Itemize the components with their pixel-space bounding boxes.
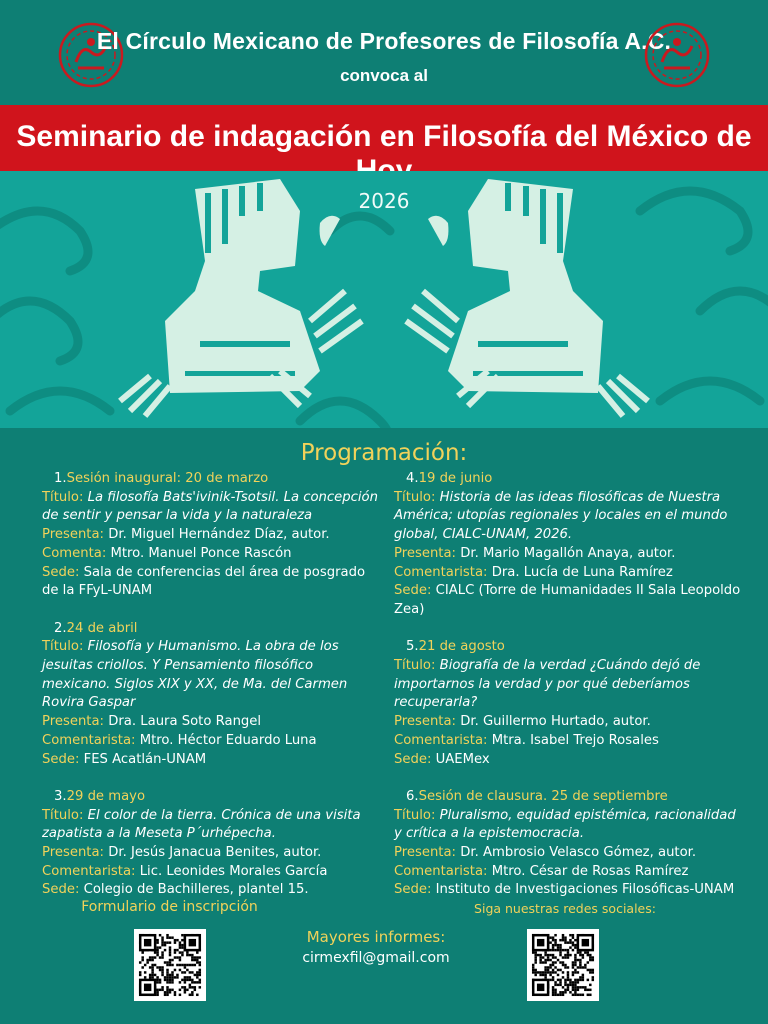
session-detail bbox=[42, 732, 382, 751]
detail-label: Sede: bbox=[42, 882, 80, 898]
detail-label: Título: bbox=[42, 639, 84, 655]
detail-value: Historia de las ideas filosóficas de Nuestra América; utopías regionales y locales en el mundo global, CIALC-UNAM, 2026. bbox=[394, 489, 728, 543]
session-date: Sesión inaugural: 20 de marzo bbox=[66, 471, 269, 486]
session-detail bbox=[394, 489, 744, 545]
detail-label: Título: bbox=[394, 489, 436, 505]
detail-label: Título: bbox=[394, 658, 436, 674]
session-detail bbox=[394, 863, 744, 882]
detail-value: Dr. Miguel Hernández Díaz, autor. bbox=[108, 527, 330, 543]
session-date: 29 de mayo bbox=[66, 788, 146, 804]
detail-value: FES Acatlán-UNAM bbox=[83, 751, 207, 767]
detail-label: Comentarista: bbox=[394, 564, 488, 580]
session-detail bbox=[42, 751, 382, 770]
program-column-left bbox=[42, 470, 382, 919]
detail-value: Dr. Ambrosio Velasco Gómez, autor. bbox=[460, 845, 697, 861]
session-detail bbox=[394, 732, 744, 751]
detail-label: Título: bbox=[394, 807, 436, 823]
detail-label: Presenta: bbox=[42, 845, 105, 861]
detail-label: Título: bbox=[42, 489, 84, 505]
qr-code-icon[interactable] bbox=[134, 929, 206, 1001]
session-detail bbox=[42, 713, 382, 732]
seminar-title: Seminario de indagación en Filosofía del México de bbox=[16, 120, 752, 153]
detail-value: Lic. Leonides Morales García bbox=[139, 863, 328, 879]
program-session bbox=[394, 470, 744, 620]
session-detail bbox=[42, 881, 382, 900]
program-session bbox=[394, 788, 744, 900]
session-detail bbox=[42, 489, 382, 526]
detail-value: La filosofía Bats'ivinik-Tsotsil. La concepción de sentir y pensar la vida y la naturaleza bbox=[42, 489, 378, 524]
detail-value: Instituto de Investigaciones Filosóficas-UNAM bbox=[435, 882, 735, 898]
session-detail bbox=[42, 844, 382, 863]
detail-label: Comentarista: bbox=[394, 732, 488, 748]
session-heading bbox=[42, 788, 382, 807]
org-title: El Círculo Mexicano de Profesores de Filosofía A.C. bbox=[96, 28, 672, 54]
convoca-text: convoca al bbox=[340, 66, 428, 85]
detail-value: Sala de conferencias del área de posgrado de la FFyL-UNAM bbox=[42, 564, 366, 599]
session-heading bbox=[394, 788, 744, 807]
session-date: 24 de abril bbox=[66, 620, 138, 636]
social-media-label: Siga nuestras redes sociales: bbox=[474, 901, 656, 916]
detail-value: Dr. Guillermo Hurtado, autor. bbox=[460, 714, 651, 730]
registration-form-label: Formulario de inscripción bbox=[81, 899, 258, 915]
session-detail bbox=[394, 713, 744, 732]
detail-label: Comentarista: bbox=[42, 863, 136, 879]
program-session bbox=[42, 470, 382, 601]
detail-value: Mtro. César de Rosas Ramírez bbox=[491, 863, 689, 879]
session-date: 21 de agosto bbox=[418, 639, 505, 655]
detail-value: Mtra. Isabel Trejo Rosales bbox=[491, 732, 659, 748]
detail-label: Comentarista: bbox=[42, 732, 136, 748]
session-number: 6. bbox=[406, 788, 419, 804]
detail-value: El color de la tierra. Crónica de una visita zapatista a la Meseta P´urhépecha. bbox=[42, 807, 361, 842]
session-detail bbox=[42, 807, 382, 844]
session-detail bbox=[42, 526, 382, 545]
program-title: Programación: bbox=[300, 440, 468, 466]
detail-label: Presenta: bbox=[42, 527, 105, 543]
session-detail bbox=[394, 582, 744, 619]
header bbox=[0, 0, 768, 105]
detail-label: Comentarista: bbox=[394, 863, 488, 879]
detail-label: Sede: bbox=[42, 564, 80, 580]
session-number: 3. bbox=[54, 788, 67, 804]
session-date: Sesión de clausura. 25 de septiembre bbox=[418, 788, 668, 804]
detail-value: Pluralismo, equidad epistémica, racionalidad y crítica a la epistemocracia. bbox=[394, 807, 736, 842]
program-session bbox=[42, 620, 382, 770]
session-number: 1. bbox=[54, 471, 67, 486]
session-detail bbox=[42, 638, 382, 713]
session-number: 4. bbox=[406, 471, 419, 486]
session-detail bbox=[394, 751, 744, 770]
more-info-label: Mayores informes: bbox=[306, 928, 446, 946]
detail-label: Sede: bbox=[394, 751, 432, 767]
contact-email[interactable]: cirmexfil@gmail.com bbox=[302, 950, 450, 966]
detail-value: Dr. Mario Magallón Anaya, autor. bbox=[460, 545, 676, 561]
session-heading bbox=[394, 638, 744, 657]
qr-code-icon[interactable] bbox=[527, 929, 599, 1001]
session-detail bbox=[394, 657, 744, 713]
session-detail bbox=[42, 545, 382, 564]
program-session bbox=[42, 788, 382, 900]
detail-label: Presenta: bbox=[394, 714, 457, 730]
session-number: 5. bbox=[406, 639, 419, 655]
seminar-year: 2026 bbox=[358, 189, 410, 213]
session-detail bbox=[394, 545, 744, 564]
detail-value: Dra. Laura Soto Rangel bbox=[108, 714, 262, 730]
detail-value: Biografía de la verdad ¿Cuándo dejó de importarnos la verdad y por qué deberíamos recuperarla? bbox=[394, 658, 701, 711]
session-detail bbox=[42, 564, 382, 601]
title-banner bbox=[0, 105, 768, 171]
session-detail bbox=[394, 807, 744, 844]
session-detail bbox=[394, 564, 744, 583]
illustration bbox=[0, 171, 768, 428]
session-heading bbox=[394, 470, 744, 489]
detail-label: Título: bbox=[42, 807, 84, 823]
detail-label: Sede: bbox=[394, 882, 432, 898]
detail-value: Mtro. Héctor Eduardo Luna bbox=[139, 732, 317, 748]
detail-value: Mtro. Manuel Ponce Rascón bbox=[110, 545, 292, 561]
detail-value: Filosofía y Humanismo. La obra de los jesuitas criollos. Y Pensamiento filosófico mexicano. Siglos XIX y XX, de Ma. del Carmen Rovira Gaspar bbox=[42, 639, 348, 711]
session-detail bbox=[394, 881, 744, 900]
detail-value: UAEMex bbox=[435, 751, 490, 767]
session-date: 19 de junio bbox=[418, 471, 493, 486]
detail-value: CIALC (Torre de Humanidades II Sala Leopoldo Zea) bbox=[394, 583, 741, 617]
session-detail bbox=[394, 844, 744, 863]
program-session bbox=[394, 638, 744, 769]
detail-label: Presenta: bbox=[394, 845, 457, 861]
detail-value: Colegio de Bachilleres, plantel 15. bbox=[83, 882, 309, 898]
detail-label: Sede: bbox=[42, 751, 80, 767]
detail-label: Presenta: bbox=[42, 714, 105, 730]
program-column-right bbox=[394, 470, 744, 919]
detail-value: Dra. Lucía de Luna Ramírez bbox=[491, 564, 673, 580]
session-detail bbox=[42, 863, 382, 882]
org-seal-icon bbox=[644, 22, 710, 88]
detail-label: Comenta: bbox=[42, 545, 107, 561]
session-heading bbox=[42, 470, 382, 489]
session-heading bbox=[42, 620, 382, 639]
session-number: 2. bbox=[54, 620, 67, 636]
detail-label: Presenta: bbox=[394, 545, 457, 561]
detail-value: Dr. Jesús Janacua Benites, autor. bbox=[108, 845, 322, 861]
detail-label: Sede: bbox=[394, 583, 432, 599]
